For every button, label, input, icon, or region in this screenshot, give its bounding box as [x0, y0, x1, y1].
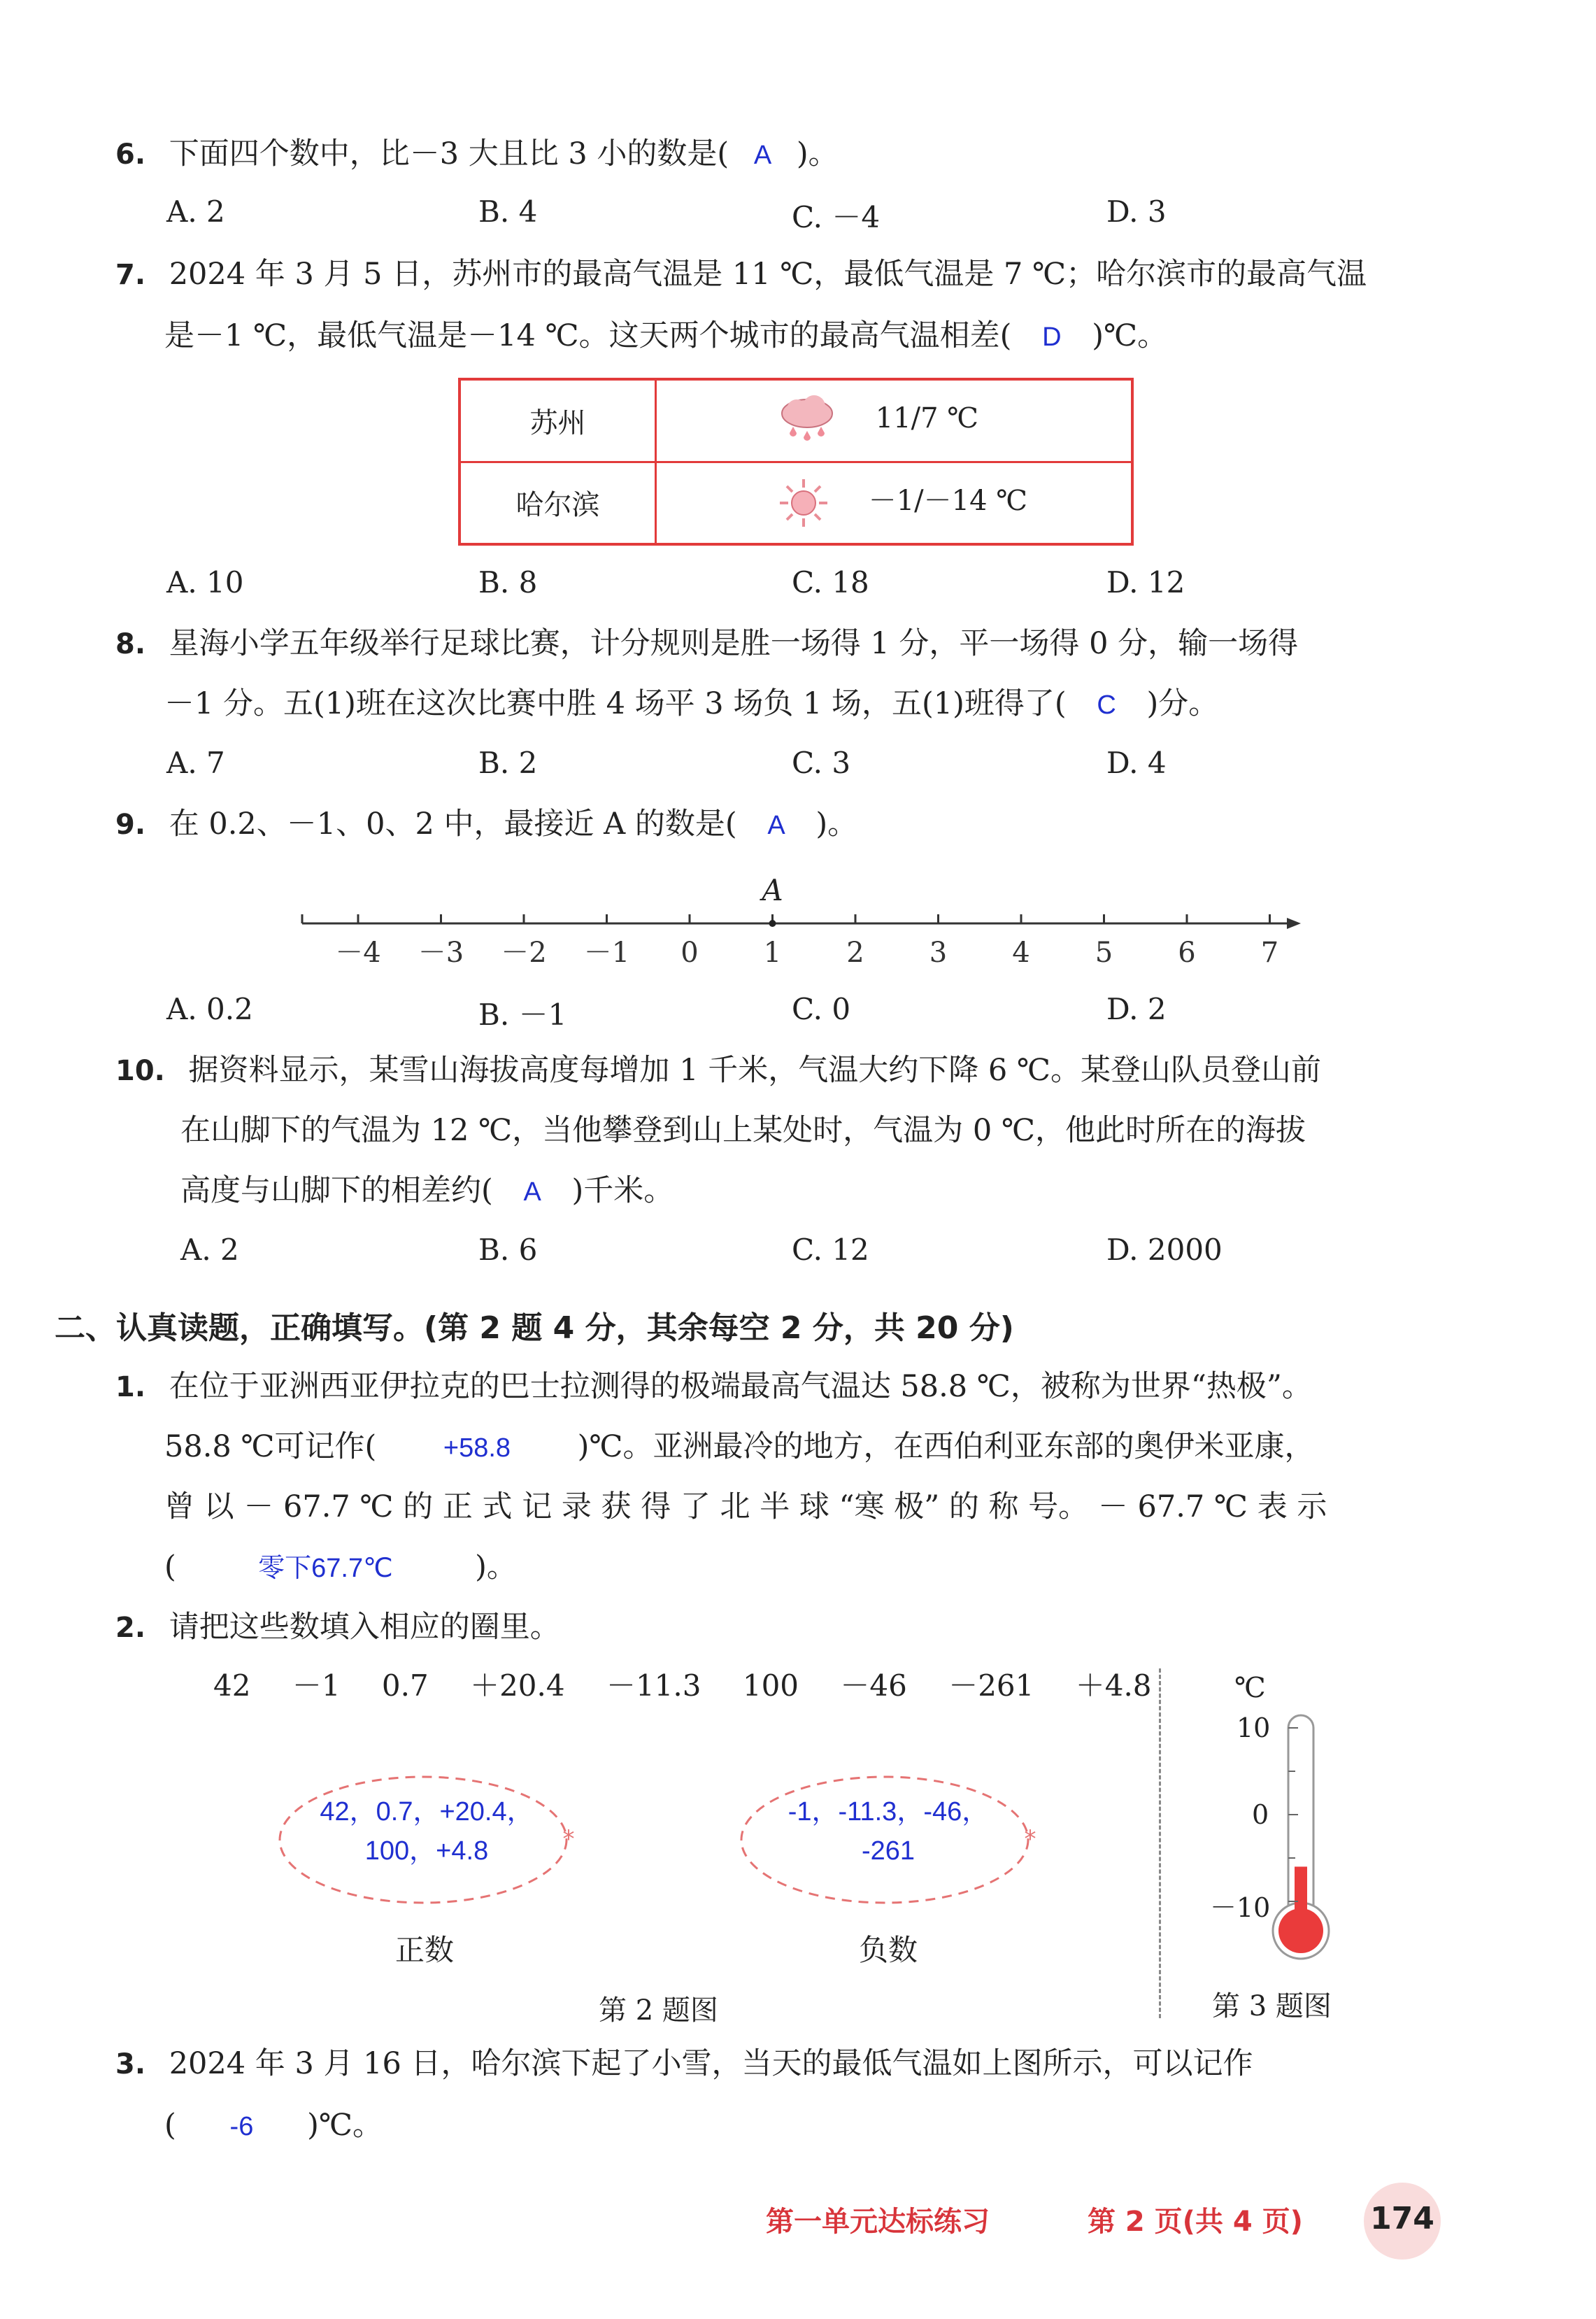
- question-text: 在 0.2、－1、0、2 中，最接近 A 的数是(: [169, 807, 737, 842]
- sun-icon: [776, 475, 832, 531]
- question-text: 据资料显示，某雪山海拔高度每增加 1 千米，气温大约下降 6 ℃。某登山队员登山前: [188, 1053, 1322, 1088]
- question-end: )℃。: [1092, 318, 1168, 353]
- answer: A: [753, 141, 772, 170]
- axis-arrow: [1287, 918, 1301, 929]
- question-text: (: [164, 1549, 176, 1584]
- option-d: D. 2: [1106, 992, 1167, 1026]
- list-item: －1: [292, 1668, 341, 1703]
- tick-label: 7: [1260, 937, 1279, 969]
- question-number: 3.: [115, 2048, 146, 2080]
- temp-cell: [656, 379, 1133, 462]
- question-text: 星海小学五年级举行足球比赛，计分规则是胜一场得 1 分，平一场得 0 分，输一场得: [169, 626, 1299, 661]
- question-text: 请把这些数填入相应的圈里。: [169, 1610, 560, 1645]
- scale-label: 0: [1252, 1799, 1269, 1830]
- fill-question-3: [115, 2043, 1253, 2085]
- section-2-title: 二、认真读题，正确填写。(第 2 题 4 分，其余每空 2 分，共 20 分): [55, 1310, 1014, 1346]
- temp-cell: [656, 462, 1133, 544]
- svg-text:*: *: [1024, 1825, 1036, 1853]
- city-cell: 哈尔滨: [459, 462, 656, 544]
- question-end: )。: [796, 136, 839, 171]
- tick-label: －2: [501, 937, 547, 969]
- scale-label: 10: [1237, 1712, 1271, 1743]
- list-item: －46: [840, 1668, 907, 1703]
- list-item: 0.7: [381, 1668, 429, 1703]
- positive-label: 正数: [395, 1933, 455, 1967]
- question-number: 10.: [115, 1055, 165, 1087]
- list-item: －261: [948, 1668, 1034, 1703]
- option-c: C. 12: [792, 1233, 869, 1267]
- rain-cloud-icon: [776, 392, 839, 448]
- fill-question-1: [115, 1366, 1312, 1408]
- question-end: )。: [815, 807, 858, 842]
- question-text: 曾 以 － 67.7 ℃ 的 正 式 记 录 获 得 了 北 半 球 “寒 极” 的 称 号。 － 67.7 ℃ 表 示: [164, 1489, 1327, 1524]
- answer: D: [1042, 322, 1062, 352]
- list-item: 100: [742, 1668, 799, 1703]
- list-item: 42: [213, 1668, 251, 1703]
- answer: A: [767, 811, 785, 840]
- fill-question-1-line4: [164, 1546, 517, 1589]
- tick-label: 1: [763, 937, 782, 969]
- answer: -6: [229, 2112, 254, 2141]
- answer: -1，-11.3，-46，: [788, 1797, 989, 1827]
- point-a-label: A: [762, 873, 783, 907]
- question-text: )℃。亚洲最冷的地方，在西伯利亚东部的奥伊米亚康，: [577, 1429, 1315, 1464]
- question-number: 7.: [115, 259, 146, 291]
- question-text: 在山脚下的气温为 12 ℃，当他攀登到山上某处时，气温为 0 ℃，他此时所在的海拔: [180, 1113, 1306, 1148]
- table-row: [459, 379, 1132, 462]
- scale-label: －10: [1210, 1892, 1271, 1923]
- question-number: 2.: [115, 1612, 146, 1644]
- temperature: 11/7 ℃: [875, 402, 979, 435]
- weather-table: [458, 378, 1134, 546]
- question-text: 是－1 ℃，最低气温是－14 ℃。这天两个城市的最高气温相差(: [164, 318, 1012, 353]
- tick-label: 3: [929, 937, 948, 969]
- option-d: D. 4: [1106, 746, 1167, 780]
- question-number: 8.: [115, 628, 146, 660]
- fill-question-2: [115, 1606, 560, 1649]
- option-b: B. 6: [478, 1233, 538, 1267]
- option-d: D. 3: [1106, 194, 1167, 229]
- point-a-dot: [769, 920, 776, 927]
- question-text: )℃。: [307, 2108, 383, 2143]
- figure-3-caption: 第 3 题图: [1212, 1990, 1332, 2022]
- list-item: ＋20.4: [470, 1668, 565, 1703]
- option-d: D. 2000: [1106, 1233, 1223, 1267]
- question-end: )分。: [1146, 686, 1219, 721]
- tick-label: 4: [1012, 937, 1030, 969]
- number-line: [294, 864, 1315, 976]
- question-text: 在位于亚洲西亚伊拉克的巴士拉测得的极端最高气温达 58.8 ℃，被称为世界“热极”。: [169, 1369, 1312, 1404]
- question-number: 9.: [115, 809, 146, 841]
- tick-label: 0: [681, 937, 699, 969]
- question-text: 2024 年 3 月 16 日，哈尔滨下起了小雪，当天的最低气温如上图所示，可以记作: [169, 2046, 1253, 2081]
- page-number: 174: [1370, 2201, 1434, 2236]
- answer: +58.8: [443, 1433, 511, 1463]
- footer-page-info: 第 2 页(共 4 页): [1088, 2206, 1303, 2238]
- table-row: [459, 462, 1132, 544]
- positive-answers: [276, 1792, 577, 1871]
- question-8: [115, 623, 1298, 665]
- tick-label: 6: [1178, 937, 1196, 969]
- thermometer: [1259, 1707, 1343, 1973]
- question-6: [115, 133, 839, 176]
- list-item: －11.3: [606, 1668, 701, 1703]
- option-c: C. 3: [792, 746, 851, 780]
- temperature: －1/－14 ℃: [868, 484, 1028, 517]
- tick-label: －1: [583, 937, 630, 969]
- option-a: A. 0.2: [166, 992, 253, 1026]
- negative-label: 负数: [859, 1933, 918, 1967]
- option-a: A. 2: [180, 1233, 239, 1267]
- question-text: 高度与山脚下的相差约(: [180, 1173, 493, 1208]
- question-number: 6.: [115, 139, 146, 171]
- question-10-line3: [180, 1170, 674, 1213]
- option-b: B. －1: [478, 998, 567, 1032]
- unit-label: ℃: [1234, 1672, 1266, 1704]
- figure-2-caption: 第 2 题图: [599, 1994, 718, 2027]
- footer-unit-title: 第一单元达标练习: [766, 2206, 990, 2238]
- question-text: －1 分。五(1)班在这次比赛中胜 4 场平 3 场负 1 场，五(1)班得了(: [164, 686, 1067, 721]
- answer: 零下67.7℃: [258, 1554, 393, 1583]
- option-b: B. 8: [478, 565, 538, 600]
- question-text: (: [164, 2108, 176, 2143]
- answer: 100，+4.8: [364, 1836, 489, 1866]
- negative-answers: [738, 1792, 1039, 1871]
- option-b: B. 4: [478, 194, 538, 229]
- option-c: C. －4: [792, 200, 881, 234]
- fill-question-1-line2: [164, 1426, 1315, 1469]
- tick-label: 5: [1095, 937, 1113, 969]
- question-text: )。: [475, 1549, 517, 1584]
- question-number: 1.: [115, 1371, 146, 1403]
- option-c: C. 0: [792, 992, 851, 1026]
- question-text: 下面四个数中，比－3 大且比 3 小的数是(: [169, 136, 729, 171]
- tick-label: 2: [846, 937, 864, 969]
- option-c: C. 18: [792, 565, 869, 600]
- question-7-line2: [164, 315, 1167, 358]
- question-8-line2: [164, 683, 1218, 726]
- number-list: [213, 1665, 1152, 1707]
- question-end: )千米。: [571, 1173, 674, 1208]
- option-d: D. 12: [1106, 565, 1185, 600]
- option-a: A. 10: [166, 565, 244, 600]
- answer: C: [1097, 690, 1116, 720]
- option-a: A. 7: [166, 746, 225, 780]
- question-9: [115, 803, 857, 846]
- question-10: [115, 1049, 1321, 1092]
- figure-divider: [1159, 1668, 1161, 2018]
- fill-question-3-line2: [164, 2104, 383, 2148]
- answer: -261: [861, 1836, 915, 1866]
- city-cell: 苏州: [459, 379, 656, 462]
- tick-label: －4: [335, 937, 381, 969]
- question-text: 58.8 ℃可记作(: [164, 1429, 377, 1464]
- answer: A: [523, 1177, 541, 1207]
- answer: 42，0.7，+20.4，: [320, 1797, 534, 1827]
- option-b: B. 2: [478, 746, 538, 780]
- list-item: ＋4.8: [1075, 1668, 1152, 1703]
- svg-text:*: *: [562, 1825, 575, 1853]
- tick-label: －3: [418, 937, 464, 969]
- mercury-level: [1295, 1866, 1307, 1917]
- option-a: A. 2: [166, 194, 225, 229]
- question-text: 2024 年 3 月 5 日，苏州市的最高气温是 11 ℃，最低气温是 7 ℃；哈尔滨市的最高气温: [169, 257, 1367, 292]
- question-7: [115, 253, 1367, 296]
